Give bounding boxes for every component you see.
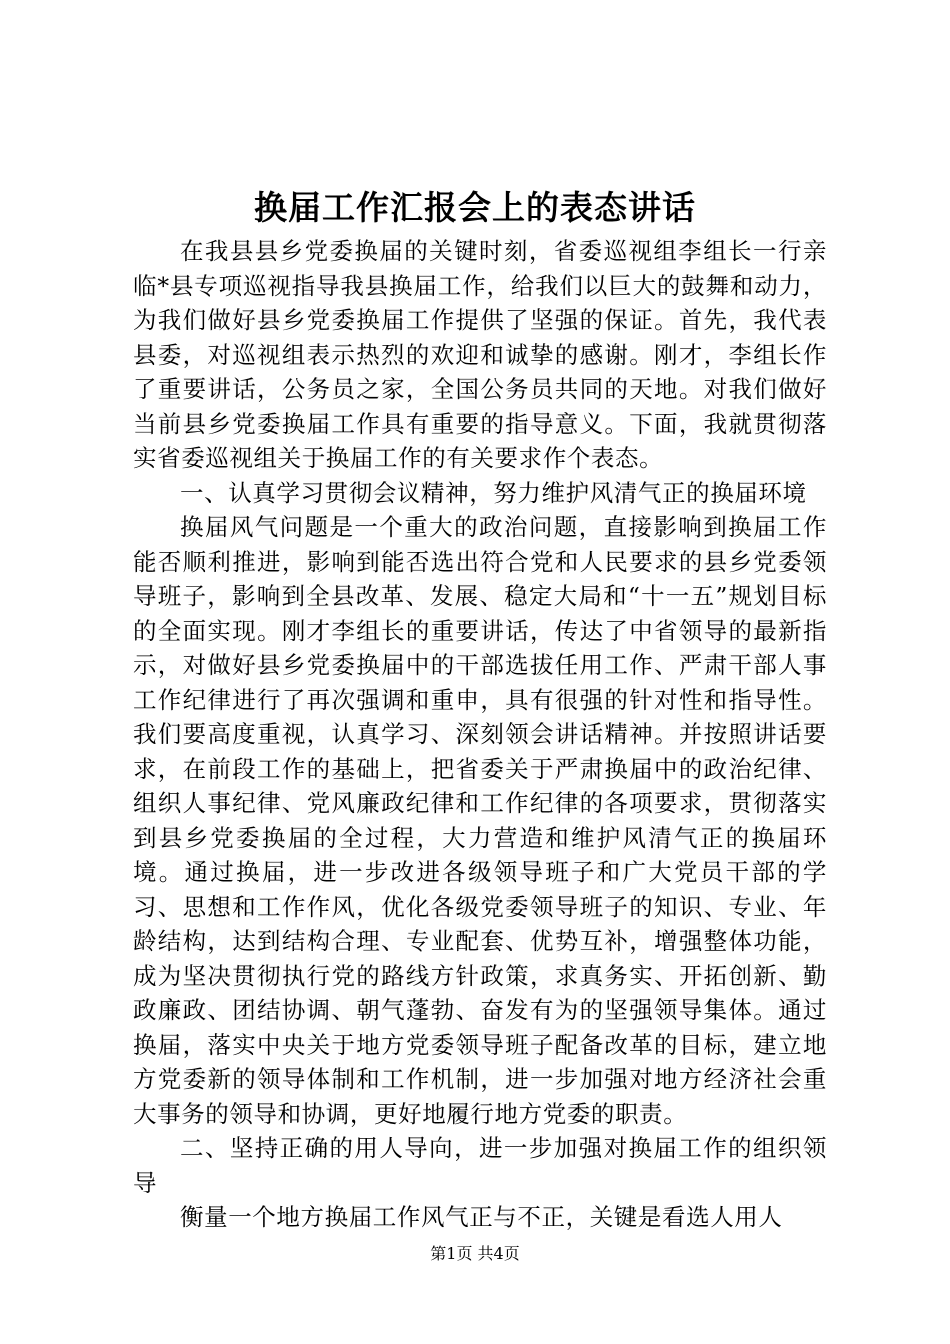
paragraph-section-1: 换届风气问题是一个重大的政治问题，直接影响到换届工作能否顺利推进，影响到能否选出符合党和人民要求的县乡党委领导班子，影响到全县改革、发展、稳定大局和“十一五”规划目标的全面实现。刚才李组长的重要讲话，传达了中省领导的最新指示，对做好县乡党委换届中的干部选拔任用工作、严肃干部人事工作纪律进行了再次强调和重申，具有很强的针对性和指导性。我们要高度重视，认真学习、深刻领会讲话精神。并按照讲话要求，在前段工作的基础上，把省委关于严肃换届中的政治纪律、组织人事纪律、党风廉政纪律和工作纪律的各项要求，贯彻落实到县乡党委换届的全过程，大力营造和维护风清气正的换届环境。通过换届，进一步改进各级领导班子和广大党员干部的学习、思想和工作作风，优化各级党委领导班子的知识、专业、年龄结构，达到结构合理、专业配套、优势互补，增强整体功能，成为坚决贯彻执行党的路线方针政策，求真务实、开拓创新、勤政廉政、团结协调、朝气蓬勃、奋发有为的坚强领导集体。通过换届，落实中央关于地方党委领导班子配备改革的目标，建立地方党委新的领导体制和工作机制，进一步加强对地方经济社会重大事务的领导和协调，更好地履行地方党委的职责。	[133, 513, 827, 1128]
paragraph-intro: 在我县县乡党委换届的关键时刻，省委巡视组李组长一行亲临*县专项巡视指导我县换届工作，给我们以巨大的鼓舞和动力，为我们做好县乡党委换届工作提供了坚强的保证。首先，我代表县委，对巡视组表示热烈的欢迎和诚挚的感谢。刚才，李组长作了重要讲话，公务员之家，全国公务员共同的天地。对我们做好当前县乡党委换届工作具有重要的指导意义。下面，我就贯彻落实省委巡视组关于换届工作的有关要求作个表态。	[133, 237, 827, 472]
section-heading-1: 一、认真学习贯彻会议精神，努力维护风清气正的换届环境	[180, 478, 807, 507]
section-heading-2: 二、坚持正确的用人导向，进一步加强对换届工作的组织领导	[133, 1134, 827, 1197]
paragraph-section-2: 衡量一个地方换届工作风气正与不正，关键是看选人用人	[180, 1203, 783, 1231]
page-number-footer: 第1页 共4页	[430, 1244, 520, 1263]
document-body	[133, 234, 827, 1235]
document-title: 换届工作汇报会上的表态讲话	[254, 188, 696, 227]
